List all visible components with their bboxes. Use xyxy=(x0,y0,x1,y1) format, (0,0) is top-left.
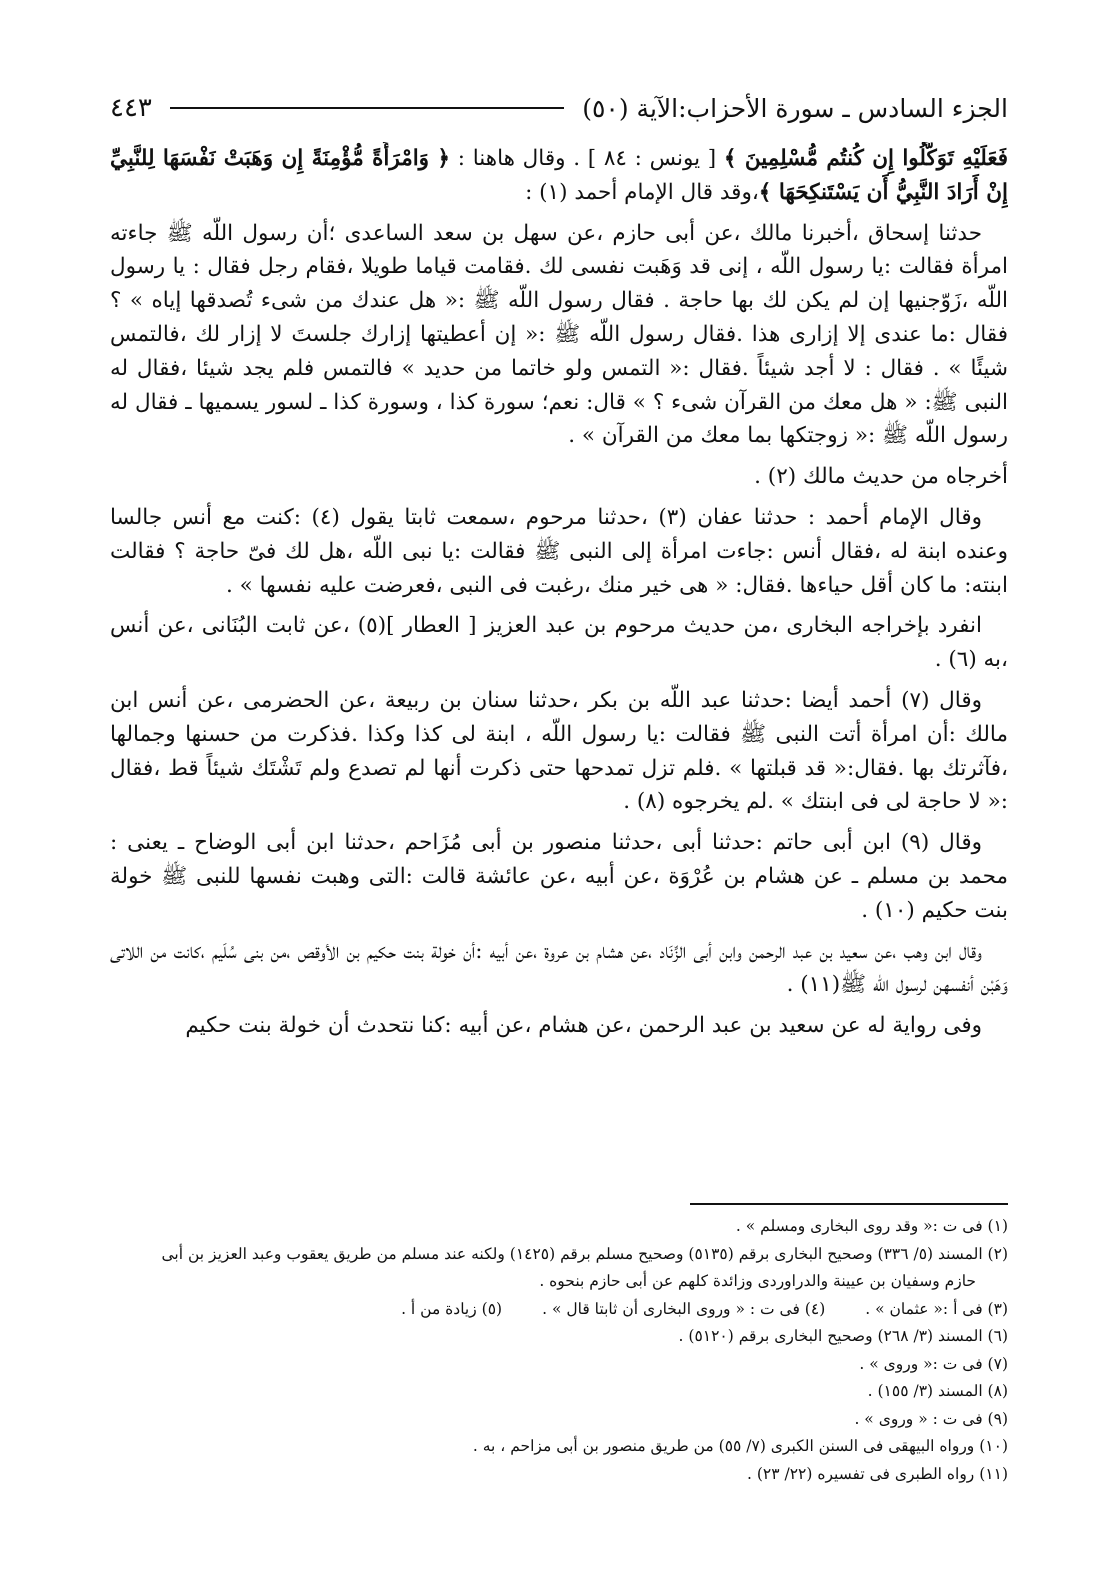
quran-quote: فَعَلَيْهِ تَوَكَّلُوا إِن كُنتُم مُّسْلِمِينَ ﴾ xyxy=(723,146,1008,171)
paragraph-text: وقال ابن وهب ،عن سعيد بن عبد الرحمن وابن أبى الزِّنَاد ،عن هشام بن عروة ،عن أبيه :أن خولة بنت حكيم بن الأوقص ،من بنى سُلَيم ،كانت من اللاتى وَهَبْن أنفسهن لرسول اللّه ﷺ(١١) . xyxy=(110,938,1008,998)
footnote-6: (٦) المسند (٣/ ٢٦٨) وصحيح البخارى برقم (٥١٢٠) . xyxy=(678,1327,1008,1345)
main-text xyxy=(110,142,1008,1187)
paragraph-text: حدثنا إسحاق ،أخبرنا مالك ،عن أبى حازم ،عن سهل بن سعد الساعدى ؛أن رسول اللّه ﷺ جاءته امرأة فقالت :يا رسول اللّه ، إنى قد وَهَبت نفسى لك .فقامت قياما طويلا ،فقام رجل فقال : يا رسول اللّه ،زَوّجنيها إن لم يكن لك بها حاجة . فقال رسول اللّه ﷺ :« هل عندك من شىء تُصدقها إياه » ؟فقال :ما عندى إلا إزارى هذا .فقال رسول اللّه ﷺ :« إن أعطيتها إزارك جلستَ لا إزار لك ،فالتمس شيئًا » . فقال : لا أجد شيئاً .فقال :« التمس ولو خاتما من حديد » فالتمس فلم يجد شيئا ،فقال له النبى ﷺ: « هل معك من القرآن شىء ؟ » قال: نعم؛ سورة كذا ، وسورة كذا ـ لسور يسميها ـ فقال له رسول اللّه ﷺ :« زوجتكها بما معك من القرآن » . xyxy=(110,220,1008,449)
header-rule xyxy=(170,107,564,109)
paragraph-text: وفى رواية له عن سعيد بن عبد الرحمن ،عن هشام ،عن أبيه :كنا نتحدث أن خولة بنت حكيم xyxy=(185,1013,982,1039)
quran-quote: ﴿ وَامْرَأَةً مُّؤْمِنَةً إِن وَهَبَتْ نَفْسَهَا لِلنَّبِيِّ إِنْ أَرَادَ النَّبِيُّ أَن يَسْتَنكِحَهَا ﴾ xyxy=(110,146,1008,205)
footnote-2 xyxy=(110,1241,1008,1296)
header-title: الجزء السادس ـ سورة الأحزاب:الآية (٥٠) xyxy=(582,93,1008,123)
paragraph-text: ،وقد قال الإمام أحمد (١) : xyxy=(525,179,759,205)
paragraph xyxy=(110,460,1008,494)
footnote-4: (٤) فى ت : « وروى البخارى أن ثابتا قال » . xyxy=(542,1299,826,1318)
footnotes xyxy=(110,1213,1008,1513)
paragraph xyxy=(110,142,1008,210)
footnote-1: (١) فى ت :« وقد روى البخارى ومسلم » . xyxy=(735,1217,1008,1235)
paragraph xyxy=(110,501,1008,602)
footnote-2-line-1: (٢) المسند (٥/ ٣٣٦) وصحيح البخارى برقم (٥١٣٥) وصحيح مسلم برقم (١٤٢٥) ولكنه عند مسلم من طريق يعقوب وعبد العزيز بن أبى xyxy=(161,1244,1008,1263)
paragraph xyxy=(110,1009,1008,1043)
paragraph xyxy=(110,935,1008,1003)
paragraph-text: انفرد بإخراجه البخارى ،من حديث مرحوم بن عبد العزيز [ العطار ](٥) ،عن ثابت البُنَانى ،عن أنس ،به (٦) . xyxy=(110,613,1008,673)
paragraph xyxy=(110,217,1008,454)
footnote-3: (٣) فى أ :« عثمان » . xyxy=(865,1299,1008,1318)
footnote-11: (١١) رواه الطبرى فى تفسيره (٢٢/ ٢٣) . xyxy=(747,1464,1008,1483)
paragraph xyxy=(110,684,1008,819)
footnote-8: (٨) المسند (٣/ ١٥٥) . xyxy=(867,1382,1008,1400)
paragraph-text: أخرجاه من حديث مالك (٢) . xyxy=(754,464,1008,490)
footnote-separator xyxy=(690,1203,1008,1205)
footnote-10: (١٠) ورواه البيهقى فى السنن الكبرى (٧/ ٥٥) من طريق منصور بن أبى مزاحم ، به . xyxy=(472,1437,1008,1455)
footnote-7: (٧) فى ت :« وروى » . xyxy=(859,1354,1008,1373)
footnote-2-line-2: حازم وسفيان بن عيينة والدراوردى وزائدة كلهم عن أبى حازم بنحوه . xyxy=(539,1272,976,1290)
paragraph xyxy=(110,826,1008,927)
paragraph xyxy=(110,609,1008,677)
footnote-row-3-5 xyxy=(110,1296,1008,1324)
footnote-9: (٩) فى ت : « وروى » . xyxy=(854,1409,1008,1428)
footnote-5: (٥) زيادة من أ . xyxy=(401,1299,503,1318)
paragraph-text: وقال الإمام أحمد : حدثنا عفان (٣) ،حدثنا مرحوم ،سمعت ثابتا يقول (٤) :كنت مع أنس جالسا وعنده ابنة له ،فقال أنس :جاءت امرأة إلى النبى ﷺ فقالت :يا نبى اللّه ،هل لك فىّ حاجة ؟ فقالت ابنته: ما كان أقل حياءها .فقال: « هى خير منك ،رغبت فى النبى ،فعرضت عليه نفسها » . xyxy=(110,504,1008,598)
page-number: ٤٤٣ xyxy=(110,93,152,123)
running-header xyxy=(110,88,1008,128)
paragraph-text: [ يونس : ٨٤ ] . وقال هاهنا : xyxy=(450,146,724,171)
paragraph-text: وقال (٧) أحمد أيضا :حدثنا عبد اللّه بن بكر ،حدثنا سنان بن ربيعة ،عن الحضرمى ،عن أنس ابن مالك :أن امرأة أتت النبى ﷺ فقالت :يا رسول اللّه ، ابنة لى كذا وكذا .فذكرت من حسنها وجمالها ،فآثرتك بها .فقال:« قد قبلتها » .فلم تزل تمدحها حتى ذكرت أنها لم تصدع ولم تَشْتَك شيئاً قط ،فقال :« لا حاجة لى فى ابنتك » .لم يخرجوه (٨) . xyxy=(110,687,1008,815)
paragraph-text: وقال (٩) ابن أبى حاتم :حدثنا أبى ،حدثنا منصور بن أبى مُزَاحم ،حدثنا ابن أبى الوضاح ـ يعنى : محمد بن مسلم ـ عن هشام بن عُرْوَة ،عن أبيه ،عن عائشة قالت :التى وهبت نفسها للنبى ﷺ خولة بنت حكيم (١٠) . xyxy=(110,830,1008,923)
